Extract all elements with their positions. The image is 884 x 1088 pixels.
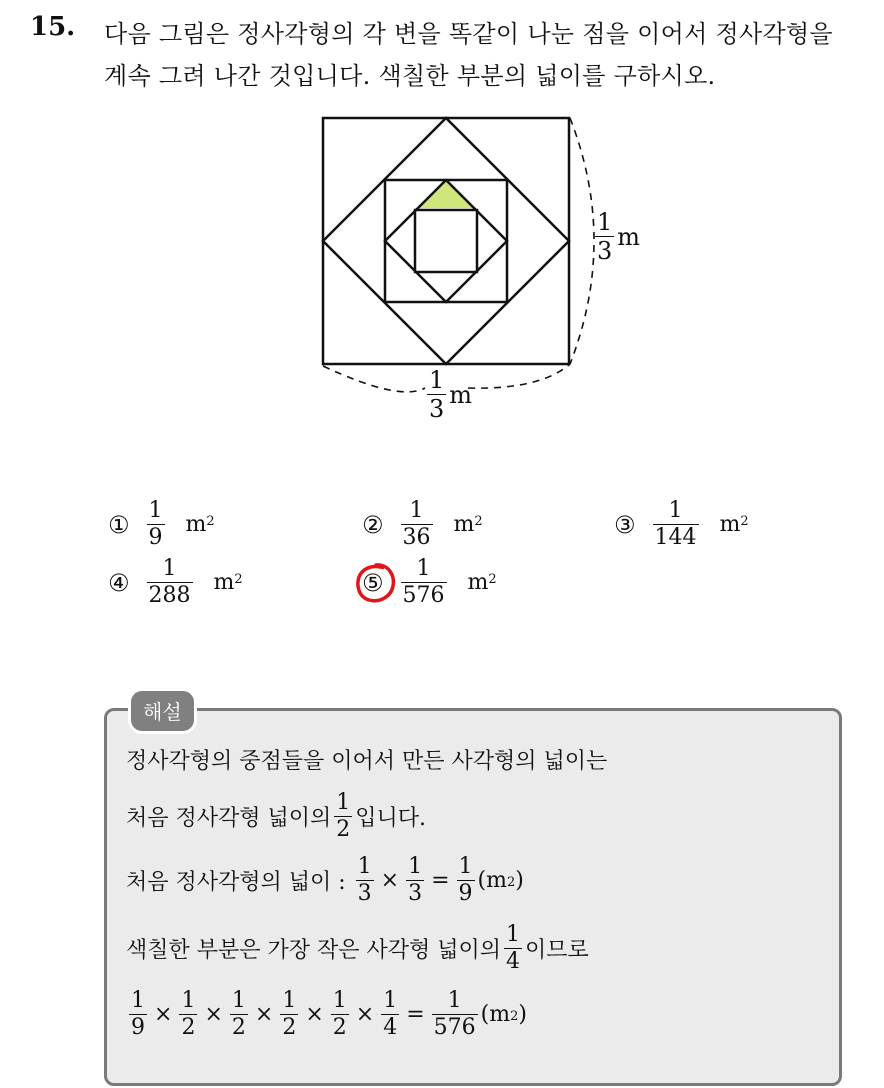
side-label-bottom — [424, 368, 472, 421]
choice-unit: $m^2$ — [213, 570, 243, 595]
solution-line-2: 처음 정사각형 넓이의 $\frac{1}{2}$ 입니다. — [126, 790, 427, 842]
question-number: 15. — [30, 12, 76, 42]
side-label-den: 3 — [597, 237, 613, 265]
choice-num: 1 — [148, 498, 163, 523]
dashed-arc-right — [570, 118, 594, 364]
side-label-den: 3 — [429, 395, 445, 423]
dashed-arc-bottom — [323, 366, 425, 392]
choice-den: 9 — [148, 525, 163, 550]
solution-line-1: 정사각형의 중점들을 이어서 만든 사각형의 넓이는 — [126, 749, 608, 774]
choice-unit: $m^2$ — [453, 512, 483, 537]
question-text-line-2: 계속 그려 나간 것입니다. 색칠한 부분의 넓이를 구하시오. — [104, 62, 716, 90]
answer-circle-icon — [353, 560, 399, 606]
choice-2[interactable] — [362, 500, 483, 549]
choice-marker: ① — [108, 510, 130, 539]
side-label-right — [592, 210, 640, 263]
choice-marker: ④ — [108, 568, 130, 597]
square-2 — [323, 118, 569, 364]
solution-line-4: 색칠한 부분은 가장 작은 사각형 넓이의 $\frac{1}{4}$ 이므로 — [126, 922, 589, 974]
choice-unit: $m^2$ — [185, 512, 215, 537]
choice-4[interactable] — [108, 558, 243, 607]
side-label-num: 1 — [429, 366, 445, 394]
choice-num: 1 — [416, 556, 431, 581]
shaded-triangle — [419, 180, 473, 208]
solution-line-5: $\frac{1}{9}$ × $\frac{1}{2}$ × $\frac{1}{2}$ × $\frac{1}{2}$ × $\frac{1}{2}$ × $\frac{1}{4}$ = $\frac{1}{576}$ (m $^2$ ) — [131, 988, 527, 1040]
choice-3[interactable] — [614, 500, 749, 549]
nested-squares-figure — [300, 110, 700, 434]
side-label-unit: m — [617, 222, 641, 251]
choice-den: 576 — [402, 583, 445, 608]
choice-marker: ② — [362, 510, 384, 539]
nested-squares-diagram — [300, 110, 700, 430]
side-label-num: 1 — [597, 208, 613, 236]
choice-num: 1 — [162, 556, 177, 581]
choice-marker: ⑤ — [362, 569, 384, 597]
dashed-arc-bottom-right — [468, 364, 570, 388]
choice-unit: $m^2$ — [719, 512, 749, 537]
choice-1[interactable] — [108, 500, 215, 549]
solution-line-3: 처음 정사각형의 넓이 : $\frac{1}{3}$ × $\frac{1}{3}$ = $\frac{1}{9}$ (m $^2$ ) — [126, 854, 524, 906]
choice-marker: ③ — [614, 510, 636, 539]
choice-num: 1 — [409, 498, 424, 523]
square-1 — [323, 118, 569, 364]
choice-5[interactable] — [362, 558, 497, 607]
solution-tag: 해설 — [128, 688, 197, 734]
choice-num: 1 — [668, 498, 683, 523]
side-label-unit: m — [449, 380, 473, 409]
choice-den: 36 — [402, 525, 431, 550]
choice-unit: $m^2$ — [467, 570, 497, 595]
choice-den: 144 — [654, 525, 697, 550]
question-text-line-1: 다음 그림은 정사각형의 각 변을 똑같이 나눈 점을 이어서 정사각형을 — [104, 20, 833, 48]
choice-den: 288 — [148, 583, 191, 608]
square-5 — [415, 210, 477, 272]
